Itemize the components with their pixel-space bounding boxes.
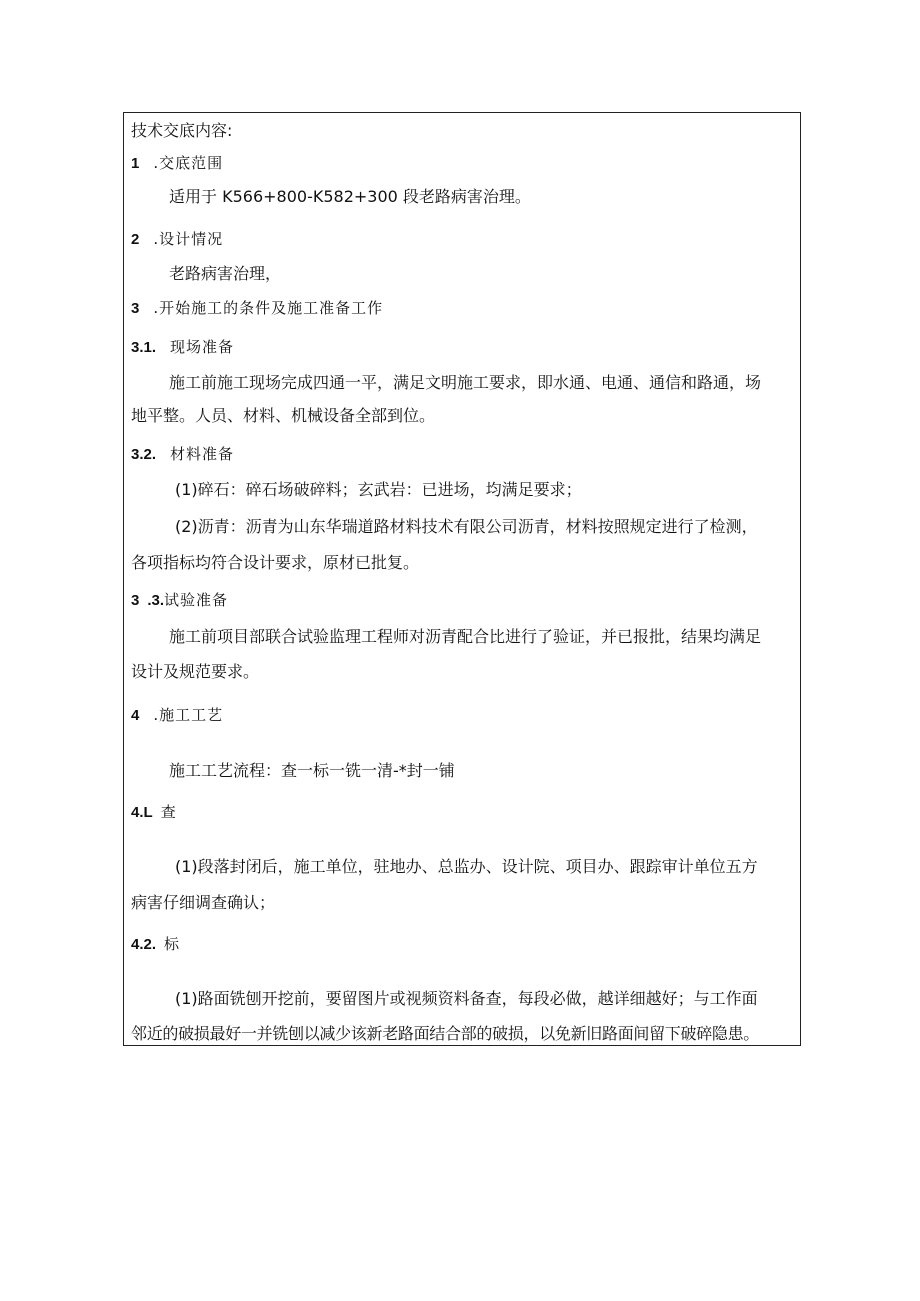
section-3-2-item-1: (1)碎石：碎石场破碎料；玄武岩：已进场，均满足要求；: [175, 480, 582, 499]
section-3-2-title: 材料准备: [170, 445, 235, 463]
section-4-1-number: 4.L: [131, 804, 153, 821]
section-2-text: 老路病害治理，: [169, 264, 282, 283]
section-2-heading: [131, 229, 223, 250]
section-3-title: .开始施工的条件及施工准备工作: [153, 299, 384, 317]
section-4-2-heading: [131, 934, 180, 955]
section-4-2-text-line-1: (1)路面铣刨开挖前，要留图片或视频资料备查，每段必做，越详细越好；与工作面: [175, 989, 758, 1008]
section-4-title: .施工工艺: [153, 706, 224, 724]
section-1-title: .交底范围: [153, 154, 224, 172]
section-4-1-text-line-1: (1)段落封闭后，施工单位，驻地办、总监办、设计院、项目办、跟踪审计单位五方: [175, 857, 758, 876]
section-2-number: 2: [131, 231, 140, 248]
section-3-3-text-line-2: 设计及规范要求。: [131, 662, 260, 681]
section-3-3-number-part-1: 3: [131, 592, 140, 609]
section-4-2-number: 4.2.: [131, 936, 157, 953]
section-1-number: 1: [131, 155, 140, 172]
section-4-2-title: 标: [164, 935, 181, 953]
section-3-3-number-part-2: .3.: [147, 592, 165, 609]
section-3-3-heading: [131, 590, 228, 611]
section-3-2-item-2-line-2: 各项指标均符合设计要求，原材已批复。: [131, 553, 420, 572]
section-3-1-heading: [131, 337, 234, 358]
section-4-2-text-line-2: 邻近的破损最好一并铣刨以减少该新老路面结合部的破损，以免新旧路面间留下破碎隐患。: [131, 1024, 760, 1043]
document-header: 技术交底内容:: [131, 121, 233, 140]
section-2-title: .设计情况: [153, 230, 224, 248]
section-4-number: 4: [131, 707, 140, 724]
section-4-process-flow: 施工工艺流程：查一标一铣一清-*封一铺: [169, 761, 455, 780]
section-1-heading: [131, 153, 223, 174]
section-3-1-title: 现场准备: [170, 338, 235, 356]
section-3-1-text-line-1: 施工前施工现场完成四通一平，满足文明施工要求，即水通、电通、通信和路通，场: [169, 373, 762, 392]
section-4-1-heading: [131, 802, 177, 823]
section-1-text: 适用于 K566+800-K582+300 段老路病害治理。: [169, 187, 531, 206]
section-4-1-text-line-2: 病害仔细调查确认；: [131, 893, 276, 912]
section-3-2-heading: [131, 444, 234, 465]
section-3-number: 3: [131, 300, 140, 317]
section-4-1-title: 查: [160, 803, 177, 821]
section-3-heading: [131, 298, 383, 319]
section-3-1-text-line-2: 地平整。人员、材料、机械设备全部到位。: [131, 406, 436, 425]
section-4-heading: [131, 705, 223, 726]
section-3-2-item-2-line-1: (2)沥青：沥青为山东华瑞道路材料技术有限公司沥青，材料按照规定进行了检测，: [175, 517, 758, 536]
section-3-1-number: 3.1.: [131, 339, 157, 356]
section-3-3-title: 试验准备: [164, 591, 229, 609]
section-3-3-text-line-1: 施工前项目部联合试验监理工程师对沥青配合比进行了验证，并已报批，结果均满足: [169, 627, 762, 646]
section-3-2-number: 3.2.: [131, 446, 157, 463]
